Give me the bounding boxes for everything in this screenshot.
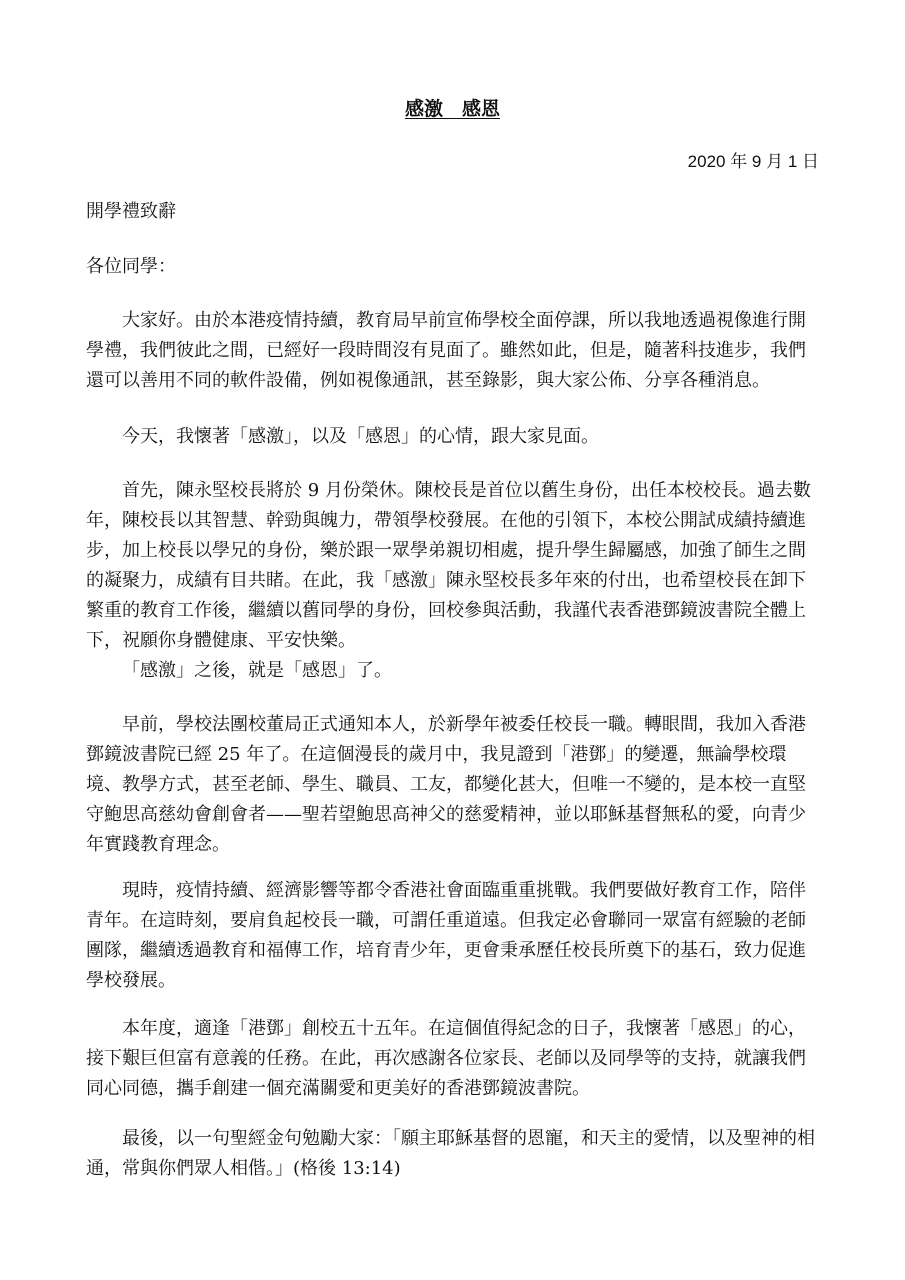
salutation: 各位同學： xyxy=(86,256,176,277)
document-date: 2020 年 9 月 1 日 xyxy=(687,152,819,171)
paragraph-challenges: 現時，疫情持續、經濟影響等都令香港社會面臨重重挑戰。我們要做好教育工作，陪伴青年。在這時刻，要肩負起校長一職，可謂任重道遠。但我定必會聯同一眾富有經驗的老師團隊，繼續透過教育和福傳工作，培育青少年，更會秉承歷任校長所奠下的基石，致力促進學校發展。 xyxy=(86,880,806,991)
paragraph-retiring-principal: 首先，陳永堅校長將於 9 月份榮休。陳校長是首位以舊生身份，出任本校校長。過去數年，陳校長以其智慧、幹勁與魄力，帶領學校發展。在他的引領下，本校公開試成績持續進步，加上校長以學兄的身份，樂於跟一眾學弟親切相處，提升學生歸屬感，加強了師生之間的凝聚力，成績有目共睹。在此，我「感激」陳永堅校長多年來的付出，也希望校長在卸下繁重的教育工作後，繼續以舊同學的身份，回校參與活動，我謹代表香港鄧鏡波書院全體上下，祝願你身體健康、平安快樂。 xyxy=(86,480,811,651)
paragraph-transition: 「感激」之後，就是「感恩」了。 xyxy=(122,660,392,681)
document-title: 感激 感恩 xyxy=(404,98,500,120)
document-subject: 開學禮致辭 xyxy=(86,201,176,222)
paragraph-appointment: 早前，學校法團校董局正式通知本人，於新學年被委任校長一職。轉眼間，我加入香港鄧鏡波書院已經 25 年了。在這個漫長的歲月中，我見證到「港鄧」的變遷，無論學校環境、教學方式，甚至老師、學生、職員、工友，都變化甚大，但唯一不變的，是本校一直堅守鮑思高慈幼會創會者——聖若望鮑思高神父的慈愛精神，並以耶穌基督無私的愛，向青少年實踐教育理念。 xyxy=(86,714,806,855)
paragraph-closing-verse: 最後，以一句聖經金句勉勵大家：「願主耶穌基督的恩寵，和天主的愛情，以及聖神的相通，常與你們眾人相偕。」(格後 13:14) xyxy=(86,1128,815,1179)
paragraph-greeting: 大家好。由於本港疫情持續，教育局早前宣佈學校全面停課，所以我地透過視像進行開學禮，我們彼此之間，已經好一段時間沒有見面了。雖然如此，但是，隨著科技進步，我們還可以善用不同的軟件設備，例如視像通訊，甚至錄影，與大家公佈、分享各種消息。 xyxy=(86,310,806,391)
paragraph-anniversary: 本年度，適逢「港鄧」創校五十五年。在這個值得紀念的日子，我懷著「感恩」的心，接下艱巨但富有意義的任務。在此，再次感謝各位家長、老師以及同學等的支持，就讓我們同心同德，攜手創建一個充滿關愛和更美好的香港鄧鏡波書院。 xyxy=(86,1018,806,1099)
paragraph-feelings: 今天，我懷著「感激」，以及「感恩」的心情，跟大家見面。 xyxy=(122,426,599,447)
